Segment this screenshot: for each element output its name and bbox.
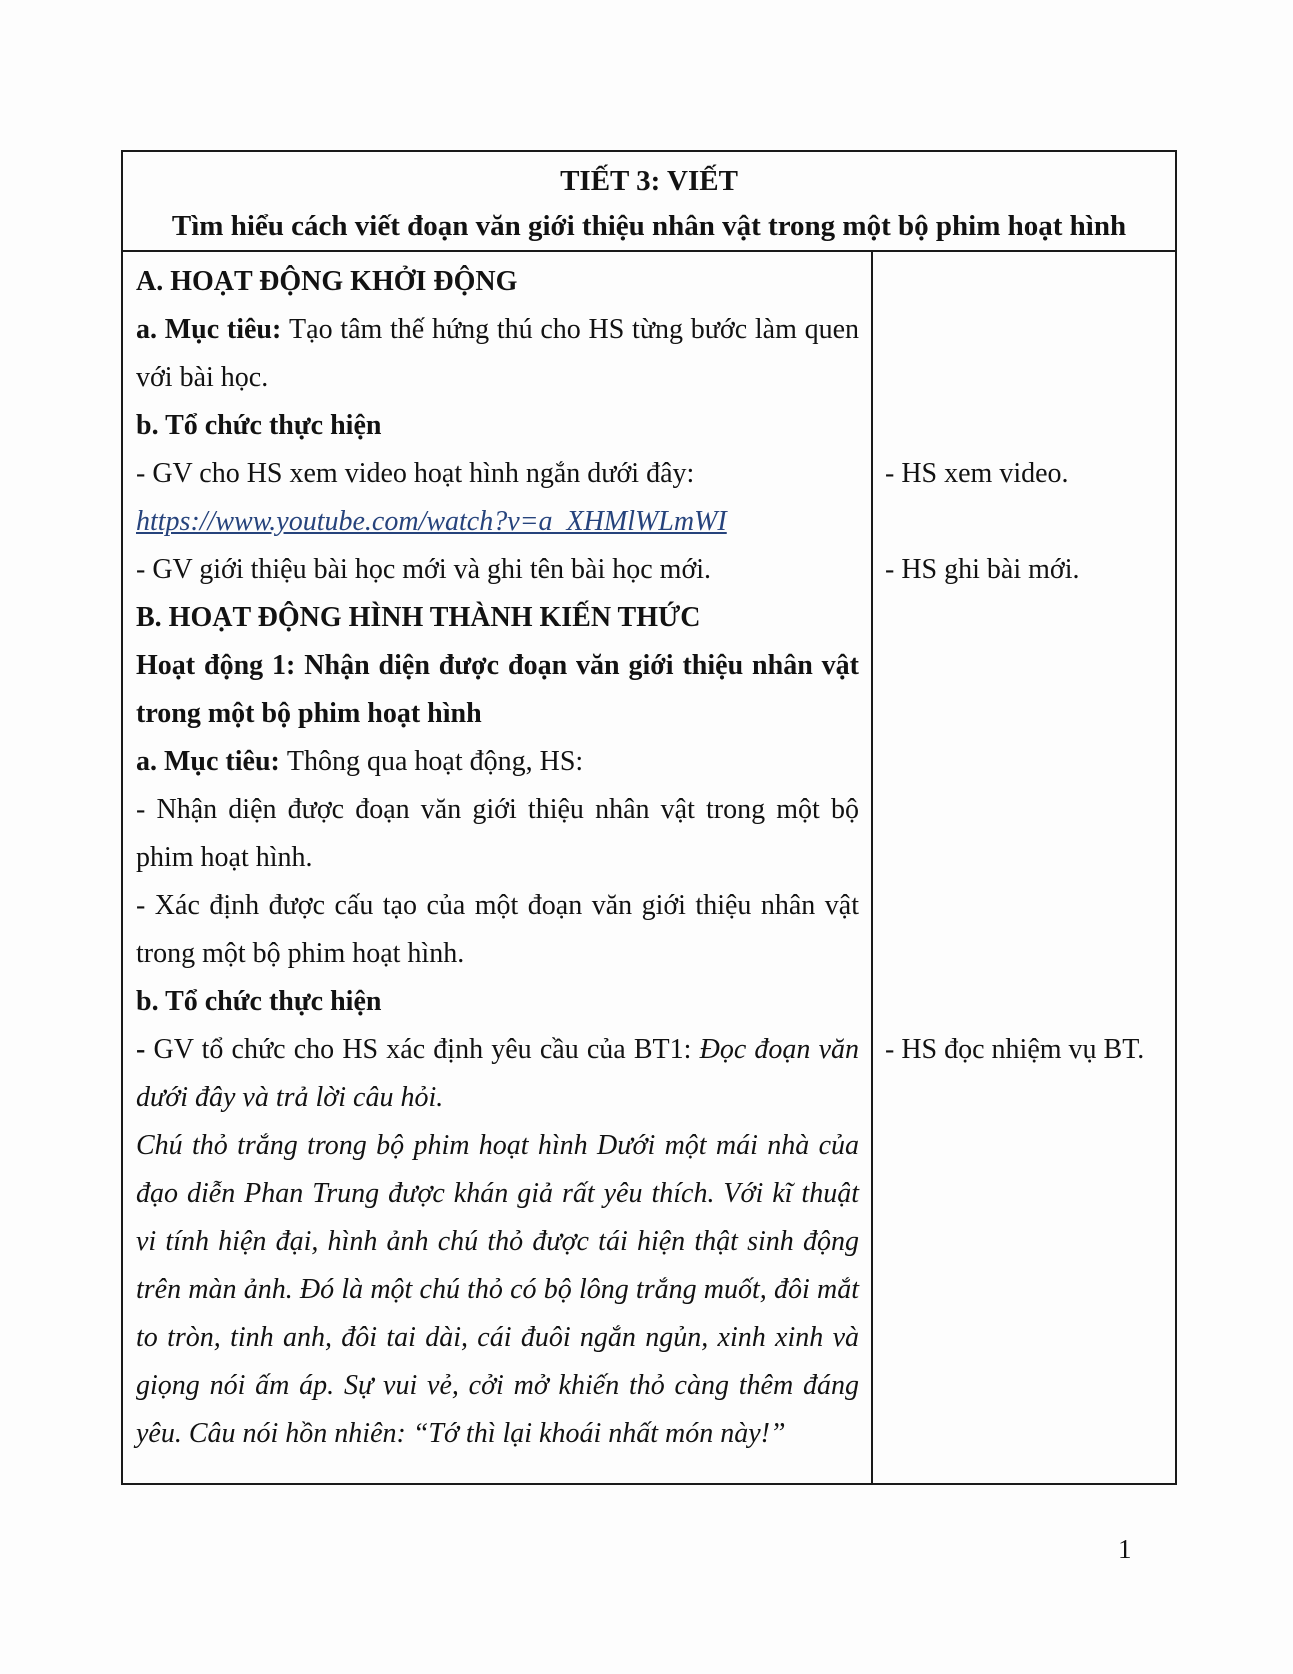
objective-item-1 bbox=[136, 786, 859, 882]
text-segment: Hoạt động 1: Nhận diện được đoạn văn giới thiệu nhân vật trong một bộ phim hoạt hình bbox=[136, 650, 859, 729]
table-header-cell bbox=[123, 152, 1175, 252]
lesson-plan-table bbox=[121, 150, 1177, 1485]
hs-watch-video-note: - HS xem video. bbox=[885, 458, 1069, 489]
hs-write-lesson-note: - HS ghi bài mới. bbox=[885, 554, 1080, 585]
hs-read-task-note: - HS đọc nhiệm vụ BT. bbox=[885, 1034, 1145, 1065]
text-segment: - Nhận diện được đoạn văn giới thiệu nhân vật trong một bộ phim hoạt hình. bbox=[136, 794, 859, 873]
text-segment: Tạo tâm thế hứng thú cho HS từng bước làm quen với bài học. bbox=[136, 314, 859, 393]
gv-bt1-step bbox=[136, 1026, 859, 1122]
text-segment: Chú thỏ trắng trong bộ phim hoạt hình Dưới một mái nhà của đạo diễn Phan Trung được khán giả rất yêu thích. Với kĩ thuật vi tính hiện đại, hình ảnh chú thỏ được tái hiện thật sinh động trên màn ảnh. Đó là một chú thỏ có bộ lông trắng muốt, đôi mắt to tròn, tinh anh, đôi tai dài, cái đuôi ngắn ngủn, xinh xinh và giọng nói ấm áp. Sự vui vẻ, cởi mở khiến thỏ càng thêm đáng yêu. Câu nói hồn nhiên: “Tớ thì lại khoái nhất món này!” bbox=[136, 1130, 859, 1449]
activity-1-heading bbox=[136, 642, 859, 738]
text-segment: b. Tổ chức thực hiện bbox=[136, 410, 382, 441]
page-number: 1 bbox=[1118, 1534, 1132, 1564]
response-cell bbox=[873, 252, 1175, 1483]
activity-1-objective bbox=[136, 738, 859, 786]
gv-show-video-step bbox=[136, 450, 859, 498]
text-segment: B. HOẠT ĐỘNG HÌNH THÀNH KIẾN THỨC bbox=[136, 602, 701, 633]
text-segment: - bbox=[136, 1034, 154, 1065]
gv-introduce-lesson-step bbox=[136, 546, 859, 594]
reading-passage bbox=[136, 1122, 859, 1458]
lesson-title: TIẾT 3: VIẾT bbox=[560, 165, 738, 197]
lesson-subtitle: Tìm hiểu cách viết đoạn văn giới thiệu nhân vật trong một bộ phim hoạt hình bbox=[171, 210, 1127, 242]
text-segment: - GV cho HS xem video hoạt hình ngắn dưới đây: bbox=[136, 458, 695, 489]
text-segment: a. Mục tiêu: bbox=[136, 314, 290, 345]
text-segment: a. Mục tiêu: bbox=[136, 746, 287, 777]
table-body-row bbox=[123, 252, 1175, 1483]
text-segment: b. Tổ chức thực hiện bbox=[136, 986, 382, 1017]
section-a-objective bbox=[136, 306, 859, 402]
text-segment: Đọc đoạn văn dưới đây và trả lời câu hỏi. bbox=[136, 1034, 859, 1113]
objective-item-2 bbox=[136, 882, 859, 978]
youtube-link[interactable]: https://www.youtube.com/watch?v=a_XHMlWLmWI bbox=[136, 506, 727, 537]
section-a-organization-heading bbox=[136, 402, 859, 450]
video-link-line bbox=[136, 498, 859, 546]
section-b-heading bbox=[136, 594, 859, 642]
activity-cell bbox=[123, 252, 873, 1483]
text-segment: - Xác định được cấu tạo của một đoạn văn giới thiệu nhân vật trong một bộ phim hoạt hình. bbox=[136, 890, 859, 969]
text-segment: GV tổ chức cho HS xác định yêu cầu của BT1: bbox=[153, 1034, 700, 1065]
activity-1-organization-heading bbox=[136, 978, 859, 1026]
text-segment: Thông qua hoạt động, HS: bbox=[286, 746, 584, 777]
text-segment: - GV giới thiệu bài học mới và ghi tên bài học mới. bbox=[136, 554, 712, 585]
section-a-heading bbox=[136, 258, 859, 306]
text-segment: A. HOẠT ĐỘNG KHỞI ĐỘNG bbox=[136, 266, 518, 297]
